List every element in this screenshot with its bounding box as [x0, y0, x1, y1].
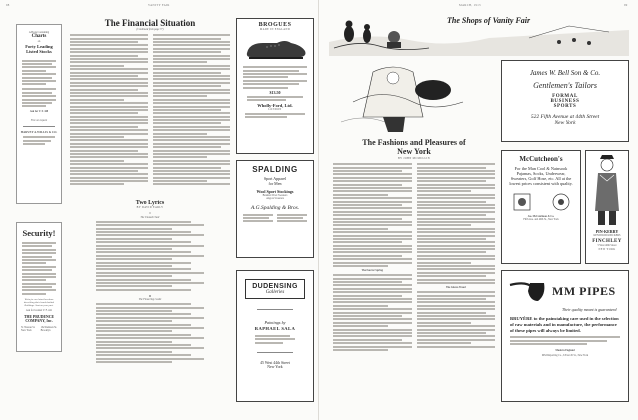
fashions-column-2: [417, 163, 496, 352]
fashions-column-1: [333, 163, 412, 352]
security-cta: Write for our latest brochure describing their bonds-behind Buildings. Sent on your part.: [23, 297, 55, 307]
charts-ad-line: on: [37, 40, 41, 44]
financial-continued: (Continued from page 77): [136, 28, 164, 31]
security-company: THE PRUDENCE COMPANY, Inc.: [23, 315, 55, 324]
poem-subtitle: The Unused Chair: [140, 215, 160, 219]
charts-ad-free: Free on request: [30, 118, 48, 122]
brogues-city: LONDON: [268, 108, 282, 112]
mccutcheon-ad: [501, 150, 581, 264]
fashion-illustration: [333, 62, 478, 132]
spalding-signature: A.G.Spalding & Bros.: [250, 204, 300, 211]
pipes-ad: [501, 270, 629, 402]
pin-addr: 5 West 46th Street: [597, 244, 617, 248]
poem-2-text: [96, 303, 204, 363]
fashions-subhead: The Fan for Spring: [361, 269, 383, 273]
security-ad: [16, 222, 62, 352]
spalding-item: Angora Sweaters: [266, 197, 284, 201]
fashions-subhead: The Gloves Tread: [445, 285, 466, 289]
spool-seal-icon: [551, 192, 571, 212]
spalding-sub: Sport Apparel: [263, 176, 287, 181]
left-header: VANITY FAIR: [148, 3, 170, 7]
charts-ad-line: Listed Stocks: [26, 49, 52, 55]
spalding-title: SPALDING: [252, 165, 298, 174]
pin-city: NEW YORK: [598, 247, 616, 251]
fashions-title2: New York: [397, 147, 431, 156]
brogues-sub: MADE IN ENGLAND: [259, 28, 291, 31]
dudensing-artist: RAPHAEL SALA: [254, 326, 296, 331]
dudensing-ad: [236, 270, 314, 402]
dudensing-painting: Paintings by: [264, 320, 286, 325]
charts-ad-body: [22, 60, 56, 86]
bell-line: FORMAL: [552, 94, 578, 99]
pin-kerry-ad: [585, 150, 629, 264]
dudensing-logo: [245, 279, 305, 299]
bell-name: James W. Bell Son & Co.: [529, 69, 601, 77]
security-addr: New York: [21, 328, 32, 332]
trademark-seal-icon: [512, 192, 532, 212]
charts-ad-line: Charts: [31, 34, 47, 40]
two-lyrics-title: Two Lyrics: [135, 200, 165, 206]
fashions-byline: BY JOHN MCMULLIN: [398, 157, 430, 160]
charts-ad-firm: HARVEY A.WILLIS & CO.: [20, 129, 58, 134]
dudensing-city: New York: [267, 364, 283, 369]
brogues-title: BROGUES: [258, 22, 292, 28]
right-page: [319, 0, 638, 420]
bell-line: SPORTS: [553, 104, 577, 109]
brogues-price: $13.50: [269, 90, 281, 96]
poem-number: I: [149, 212, 151, 216]
charts-ad-ask: Ask for V. F. 448: [29, 110, 49, 114]
gentleman-illustration: [586, 151, 628, 229]
spalding-item: Wool Sport Stockings: [256, 189, 294, 194]
charts-ad: [16, 24, 62, 204]
bell-ad: [501, 60, 629, 142]
right-folio: 99: [624, 3, 628, 7]
security-body: [22, 242, 56, 295]
mccutcheon-body: For the Man Cool & Nainsook Pajamas, Socks, Underwear, Sweaters, Golf Hose, etc. All at the lowest prices consistent with quality.: [509, 166, 573, 186]
charts-ad-body2: [22, 88, 56, 107]
pin-brand: FINCHLEY: [592, 239, 622, 245]
shops-title: The Shops of Vanity Fair: [447, 16, 531, 25]
brogues-ad: [236, 18, 314, 154]
bell-sub: Gentlemen's Tailors: [533, 81, 597, 90]
dudensing-sub: Galleries: [265, 290, 285, 295]
dudensing-addr: 45 West 44th Street: [260, 360, 290, 365]
security-addr: Brooklyn: [40, 328, 51, 332]
financial-column-1: [70, 34, 148, 187]
dudensing-title: DUDENSING: [252, 283, 298, 290]
pin-title: PIN-KERRY: [595, 229, 619, 234]
pipes-sold: Made in England: [555, 349, 575, 353]
bell-line: BUSINESS: [550, 99, 580, 104]
pipes-title: MM PIPES: [552, 283, 616, 298]
brogues-brand: Wholly-Ford, Ltd.: [257, 103, 293, 109]
fashions-article: [333, 138, 495, 418]
security-headline: Security!: [22, 228, 56, 238]
brogues-body: [243, 66, 307, 88]
bell-address: 522 Fifth Avenue at 44th Street: [530, 114, 600, 120]
pipe-icon: [508, 277, 548, 305]
mccutcheon-company: Jas. McCutcheon & Co.: [527, 215, 555, 218]
charts-ad-line: Forty Leading: [25, 43, 53, 49]
mccutcheon-seals: [502, 192, 580, 212]
brogue-shoe-illustration: [237, 31, 313, 65]
mccutcheon-name: McCutcheon's: [519, 155, 563, 163]
security-addr: 31 Nassau St.: [21, 325, 36, 329]
financial-title: The Financial Situation: [104, 18, 196, 28]
two-lyrics: [86, 200, 214, 418]
spalding-item: Brushed Wool Sweaters: [262, 194, 288, 197]
mccutcheon-addr: Fifth Ave. and 49th St., New York: [523, 218, 559, 222]
left-folio: 98: [6, 3, 10, 7]
pipes-addr: MM Importing Co., 6 East 45 St., New York: [541, 354, 589, 358]
poem-number: II: [148, 294, 152, 298]
poem-subtitle: The Flowering Castle: [138, 298, 162, 301]
charts-ad-line: A Book Containing: [28, 31, 50, 34]
security-addr: 162 Remsen St.: [40, 325, 57, 329]
pipes-tagline: Their quality meant is guaranteed: [562, 307, 617, 312]
financial-article: [70, 18, 230, 193]
pipes-body: BRUYÈRE to the painstaking care used in the selection of raw materials and in manufacture, the performance of these pipes will always be limited.: [510, 316, 619, 333]
security-ask: Ask for booklet V. F. 441: [25, 308, 53, 312]
financial-column-2: [153, 34, 231, 187]
poem-1-text: [96, 221, 204, 291]
bell-city: New York: [554, 120, 576, 126]
spalding-sub: for Men: [268, 181, 282, 186]
shops-banner: [329, 12, 629, 56]
right-header: MARCH, 1913: [459, 3, 481, 7]
fashions-title: The Fashions and Pleasures of: [362, 138, 466, 147]
spalding-ad: [236, 160, 314, 258]
two-lyrics-byline: BY DAVID EARLY: [136, 206, 164, 209]
pin-sub: KENWOOD KNICKERS: [593, 234, 621, 237]
